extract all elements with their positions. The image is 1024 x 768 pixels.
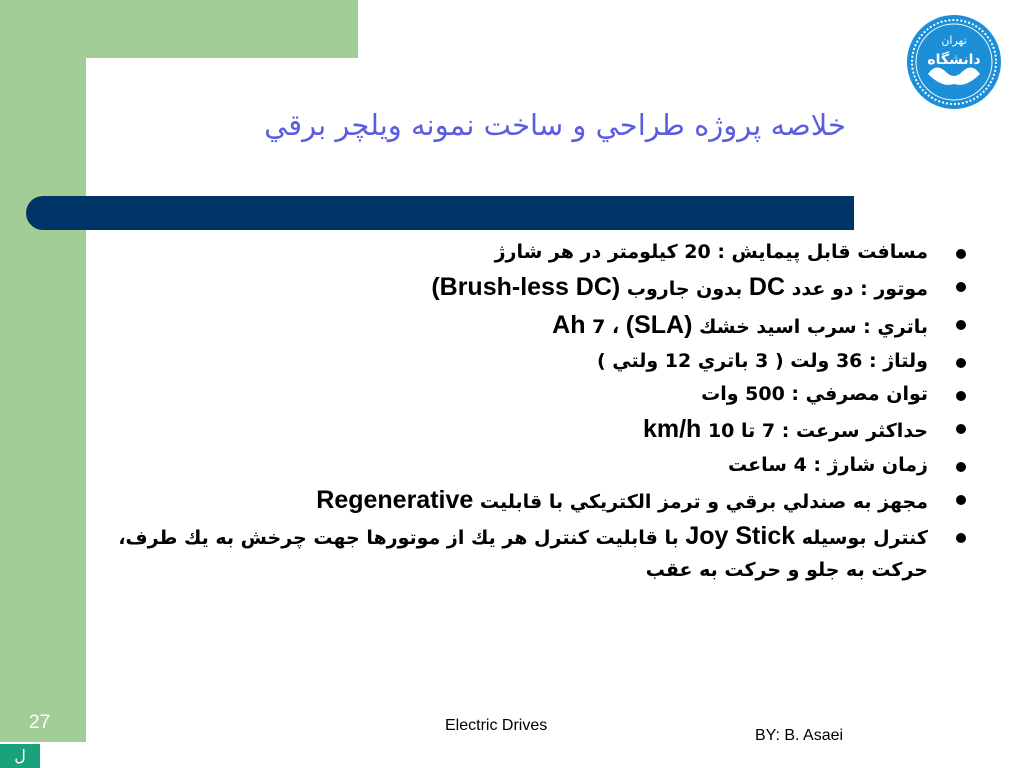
bullet-text: باتري : سرب اسيد خشك [692,316,928,338]
bullet-text: موتور : دو عدد [785,278,928,300]
bullet-text: با قابليت كنترل هر يك از موتورها جهت چرخش به يك طرف، حركت به جلو و حركت به عقب [118,527,928,581]
bullet-latin-term: (Brush-less DC) [431,273,621,301]
bullet-text: ولتاژ : 36 ولت ( 3 باتري 12 ولتي ) [596,350,928,372]
bullet-dot-icon [956,495,966,505]
bullet-dot-icon [956,533,966,543]
bullet-latin-term: Regenerative [316,486,474,514]
bullet-item [100,378,982,411]
bullet-text: مسافت قابل پيمايش : 20 كيلومتر در هر شارژ [494,241,928,263]
bullet-text: مجهز به صندلي برقي و ترمز الكتريكي با قابليت [473,491,928,513]
bullet-text: حداكثر سرعت : 7 تا 10 [701,420,928,442]
footer-author: BY: B. Asaei [755,727,844,744]
green-left-band [0,0,86,742]
bullet-dot-icon [956,282,966,292]
bullet-item [100,307,982,345]
bullet-item [100,236,982,269]
bullet-text: كنترل بوسيله [795,527,928,549]
nav-button[interactable]: ل [0,744,40,768]
bullet-dot-icon [956,249,966,259]
bullet-list [100,236,982,586]
bullet-dot-icon [956,320,966,330]
bullet-item [100,449,982,482]
bullet-item [100,411,982,449]
bullet-item [100,482,982,520]
bullet-latin-term: km/h [642,415,702,443]
bullet-dot-icon [956,358,966,368]
bullet-item [100,520,982,586]
logo-text-top: تهران [941,34,967,47]
university-logo-icon [906,14,1002,110]
content-corner [86,58,190,162]
bullet-latin-term: DC [748,273,786,301]
slide-title: خلاصه پروژه طراحي و ساخت نمونه ويلچر برقي [264,108,846,142]
bullet-text: ، 7 [585,316,626,338]
title-underline-bar [26,196,854,230]
bullet-dot-icon [956,391,966,401]
bullet-dot-icon [956,462,966,472]
footer-course: Electric Drives [445,717,548,734]
logo-text-main: دانشگاه [927,52,981,68]
page-number: 27 [29,712,51,733]
bullet-text: زمان شارژ : 4 ساعت [728,454,928,476]
bullet-item [100,345,982,378]
bullet-latin-term: Joy Stick [685,522,796,550]
bullet-item [100,269,982,307]
bullet-latin-term: (SLA) [625,311,693,339]
bullet-latin-term: Ah [552,311,586,339]
bullet-text: بدون جاروب [620,278,749,300]
bullet-dot-icon [956,424,966,434]
bullet-text: توان مصرفي : 500 وات [701,383,928,405]
